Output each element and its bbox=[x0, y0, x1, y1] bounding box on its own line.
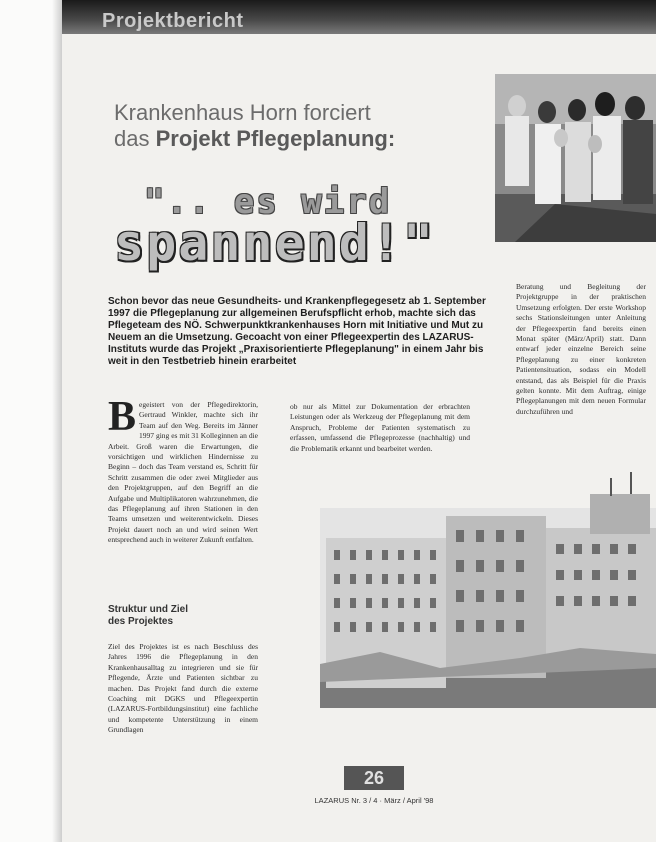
quote-line-1: ".. es wird bbox=[144, 182, 392, 222]
team-photo bbox=[495, 74, 656, 242]
body-column-1-text: egeistert von der Pflegedirektorin, Gertraud Winkler, machte sich ihr Team auf den Weg. Bereits im Jänner 1997 ging es mit 31 Kolleginnen an die Arbeit. Groß waren die Erwartungen, die vorsichtigen und wirklichen Hindernisse zu Beginn – doch das Team verstand es, Schritt für Schritt zusammen die oder zwei Mitglieder aus den Projektgruppen, auf den Begriff an die Aufgabe und Multiplikatoren wahrzunehmen, die das Pflegeplanung auf ihren Stationen in den Teams umsetzen und weiterentwickeln. Dieses Projekt dauert noch an und wird seinen Wert entsprechend auch in weiterer Zukunft entfalten. bbox=[108, 400, 258, 545]
drop-cap: B bbox=[108, 394, 137, 440]
subheading bbox=[108, 604, 188, 628]
subheading-line-1: Struktur und Ziel bbox=[108, 604, 188, 615]
magazine-page bbox=[62, 0, 656, 842]
section-label: Projektbericht bbox=[102, 10, 244, 32]
page-number: 26 bbox=[344, 766, 404, 790]
headline-line-1: Krankenhaus Horn forciert bbox=[114, 100, 371, 125]
headline-line-2 bbox=[114, 126, 474, 152]
quote-line-2: spannend!" bbox=[114, 214, 436, 272]
body-column-3: Beratung und Begleitung der Projektgruppe in der praktischen Umsetzung erfolgten. Der erste Workshop sechs Stationsleitungen unter Anleitung der Pflegeexpertin fand bereits einen Monat später (März/April) statt. Dann entwarf jeder einzelne Bereich seine Pflegeplanung zu einer konkreten Patientensituation, sodass ein Modell entstand, das als Beispiel für die Praxis gelten konnte. Mit dem Auftrag, einige Pflegeplanungen mit dem neuen Formular durchzuführen und bbox=[516, 282, 646, 416]
body-column-2: ob nur als Mittel zur Dokumentation der erbrachten Leistungen oder als Werkzeug der Pflegeplanung mit dem Anspruch, Probleme der Patienten systematisch zu erfassen, umfassend die Pflegeprozesse (nachhaltig) und die Problematik erkannt und bearbeitet werden. bbox=[290, 402, 470, 453]
body-column-4: Ziel des Projektes ist es nach Beschluss des Jahres 1996 die Pflegeplanung in den Krankenhausalltag zu integrieren und sie für Pflegende, Ärzte und Patienten sichtbar zu machen. Das Projekt fand durch die externe Coaching mit DGKS und Pflegeexpertin (LAZARUS-Fortbildungsinstitut) eine fachliche und kompetente Unterstützung in einem Grundlagen bbox=[108, 642, 258, 735]
hospital-building-photo bbox=[320, 468, 656, 708]
headline-line-2-bold: Projekt Pflegeplanung: bbox=[155, 126, 396, 151]
headline bbox=[114, 100, 474, 152]
body-column-1 bbox=[108, 394, 258, 546]
subheading-line-2: des Projektes bbox=[108, 616, 174, 627]
page-footer: LAZARUS Nr. 3 / 4 · März / April '98 bbox=[314, 796, 434, 805]
section-header-bar bbox=[62, 0, 656, 34]
lead-paragraph: Schon bevor das neue Gesundheits- und Krankenpflegegesetz ab 1. September 1997 die Pflegeplanung zur allgemeinen Berufspflicht erhob, machte sich das Pflegeteam des NÖ. Schwerpunktkrankenhauses Horn mit Initiative und Mut zu Neuem an die Umsetzung. Gecoacht von einer Pflegeexpertin des LAZARUS-Instituts wurde das Projekt „Praxisorientierte Pflegeplanung" in einem Jahr bis weit in den Testbetrieb hinein erarbeitet bbox=[108, 296, 486, 367]
headline-line-2-prefix: das bbox=[114, 126, 150, 151]
